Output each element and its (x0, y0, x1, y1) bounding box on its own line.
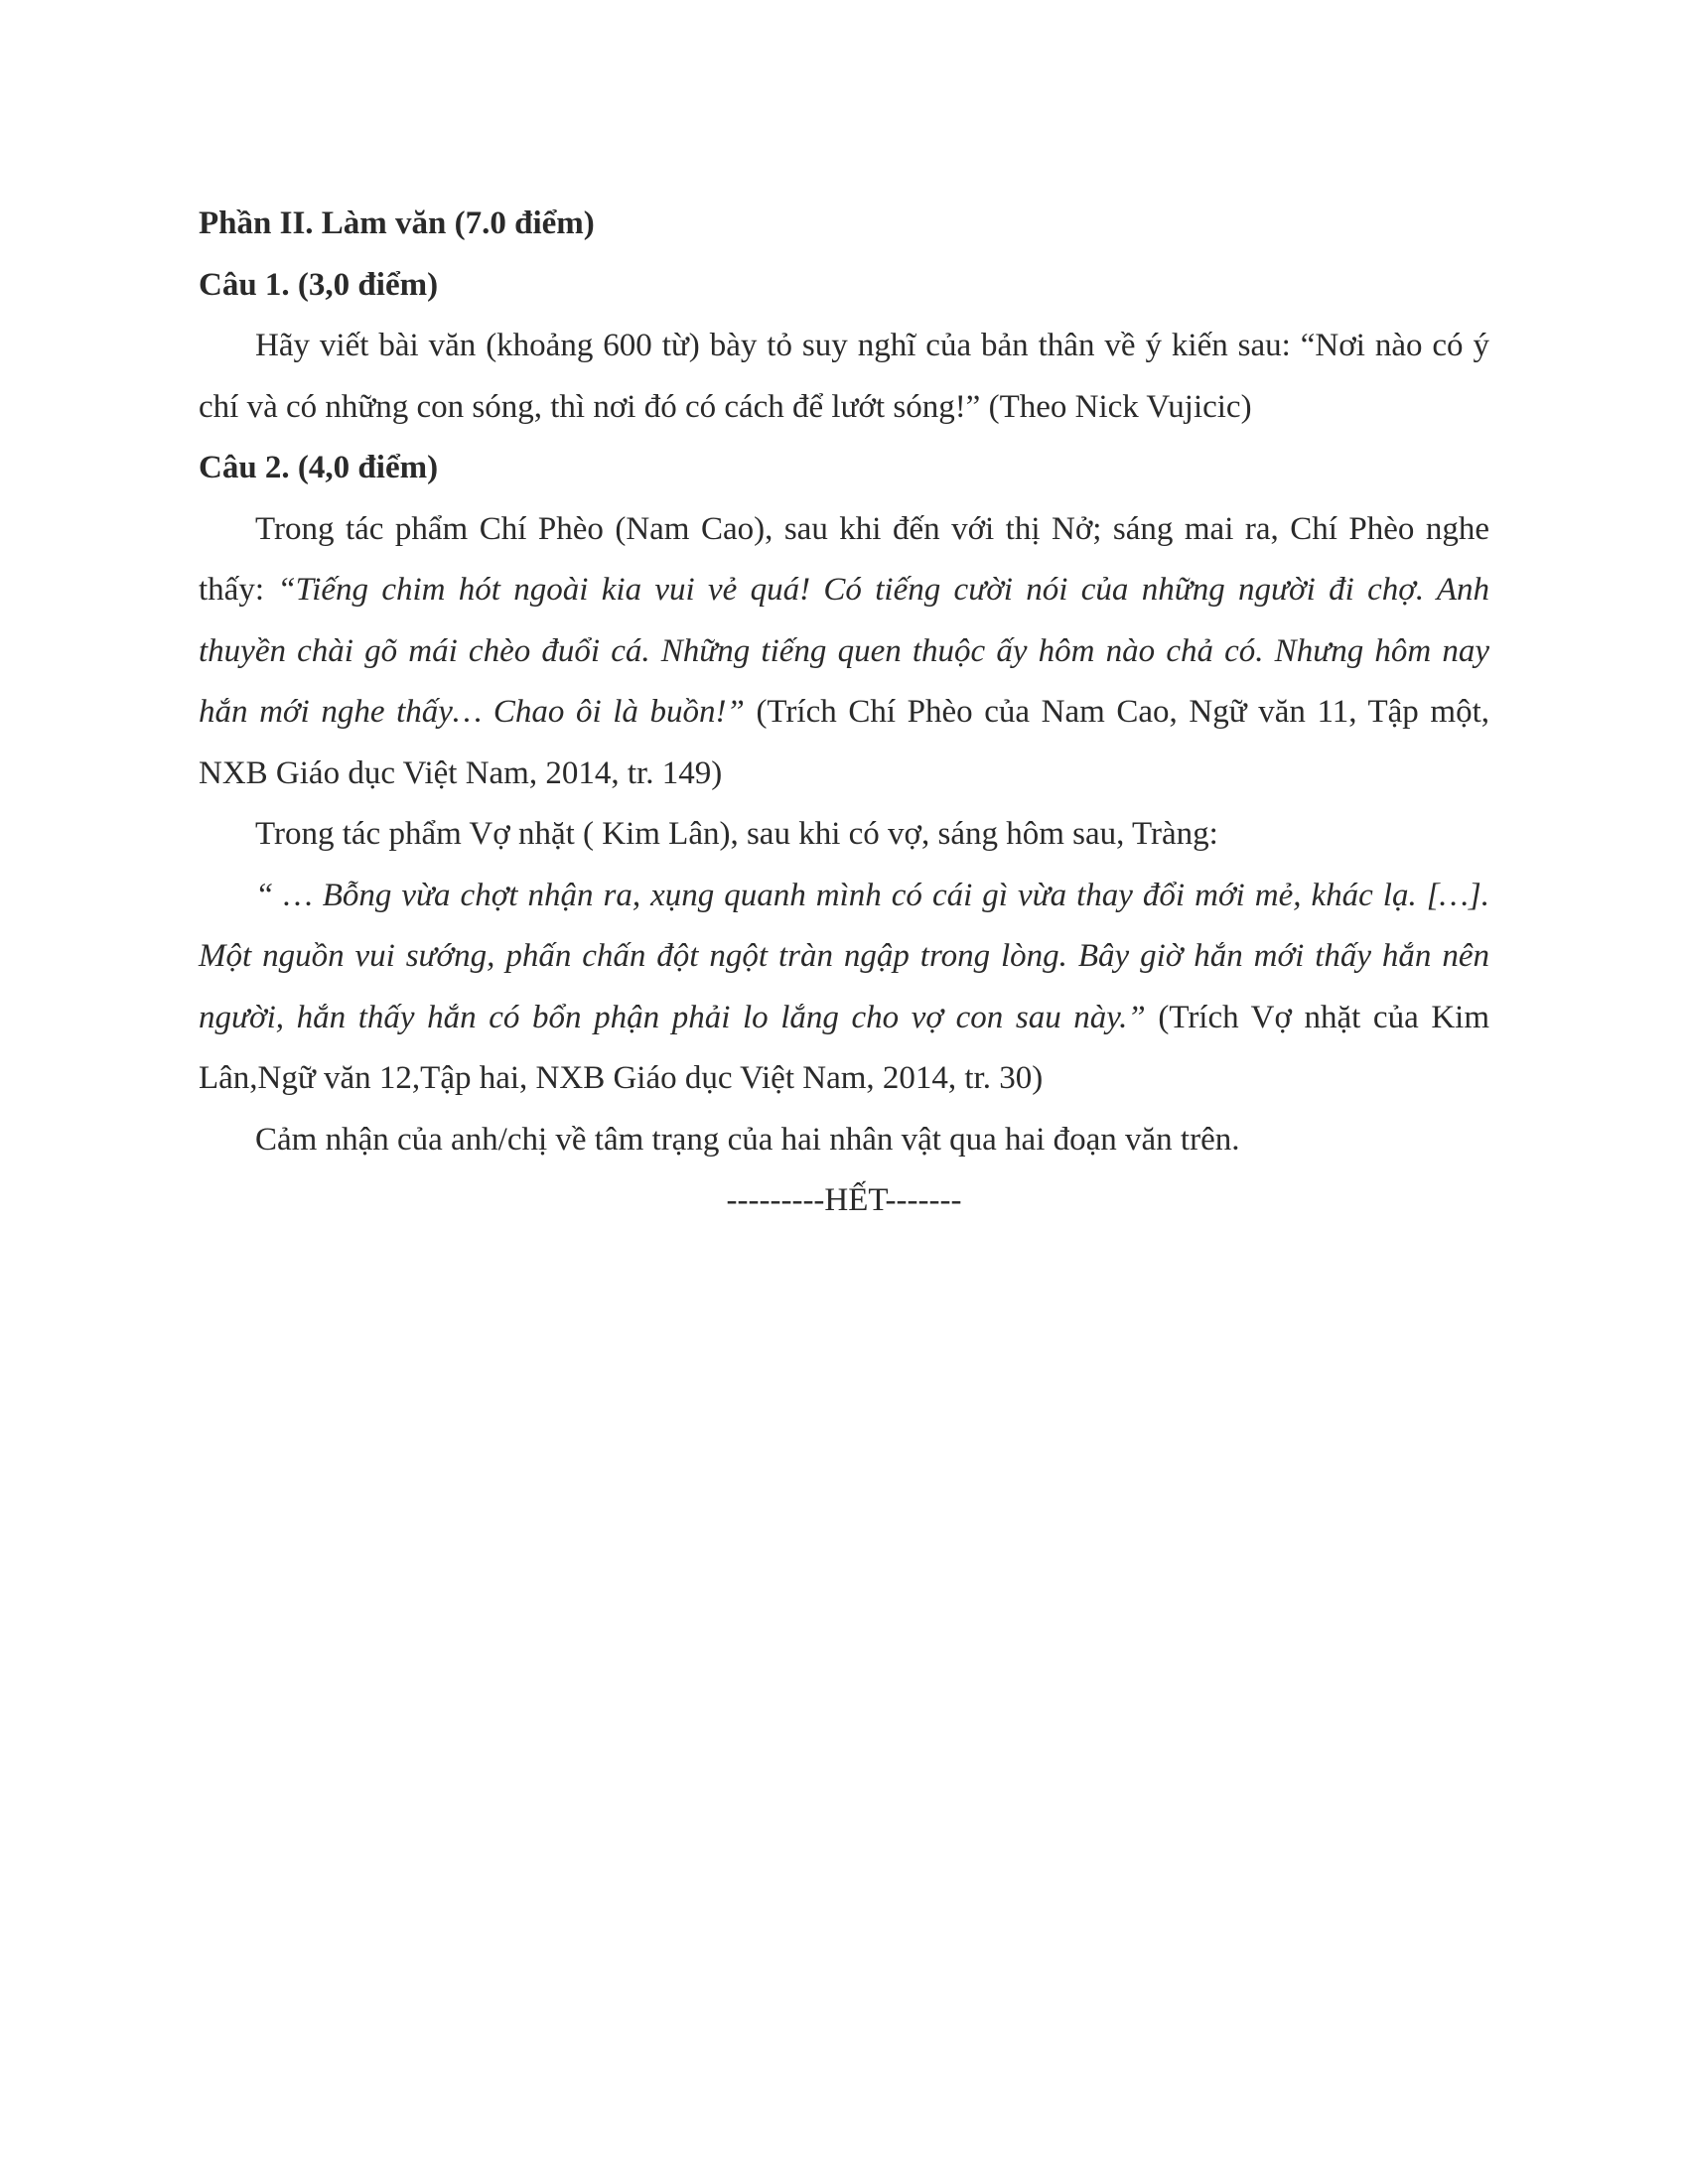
chi-pheo-intro: Trong tác phẩm Chí Phèo (Nam Cao), sau khi đến với thị Nở; sáng mai ra, Chí Phèo nghe thấy: (199, 510, 1489, 608)
question-1-heading: Câu 1. (3,0 điểm) (199, 266, 439, 303)
vo-nhat-quote: “ … Bỗng vừa chợt nhận ra, xụng quanh mình có cái gì vừa thay đổi mới mẻ, khác lạ. […]. Một nguồn vui sướng, phấn chấn đột ngột tràn ngập trong lòng. Bây giờ hắn mới thấy hắn nên người, hắn thấy hắn có bổn phận phải lo lắng cho vợ con sau này.” (199, 877, 1489, 1035)
question-2-heading: Câu 2. (4,0 điểm) (199, 450, 439, 485)
exam-page (199, 194, 1489, 1232)
question-1-text: Hãy viết bài văn (khoảng 600 từ) bày tỏ suy nghĩ của bản thân về ý kiến sau: “Nơi nào có ý chí và có những con sóng, thì nơi đó có cách để lướt sóng!” (Theo Nick Vujicic) (199, 328, 1489, 425)
vo-nhat-source: (Trích Vợ nhặt của Kim Lân,Ngữ văn 12,Tập hai, NXB Giáo dục Việt Nam, 2014, tr. 30) (199, 999, 1489, 1096)
question-2-paragraph-1 (199, 499, 1489, 805)
end-marker: ---------HẾT------- (726, 1182, 962, 1218)
question-2-prompt: Cảm nhận của anh/chị về tâm trạng của hai nhân vật qua hai đoạn văn trên. (255, 1121, 1240, 1158)
chi-pheo-source: (Trích Chí Phèo của Nam Cao, Ngữ văn 11, Tập một, NXB Giáo dục Việt Nam, 2014, tr. 149) (199, 694, 1489, 791)
section-title: Phần II. Làm văn (7.0 điểm) (199, 205, 595, 241)
question-2-paragraph-2: Trong tác phẩm Vợ nhặt ( Kim Lân), sau khi có vợ, sáng hôm sau, Tràng: (255, 816, 1218, 852)
question-2-paragraph-3 (199, 866, 1489, 1110)
chi-pheo-quote: “Tiếng chim hót ngoài kia vui vẻ quá! Có tiếng cười nói của những người đi chợ. Anh thuyền chài gõ mái chèo đuổi cá. Những tiếng quen thuộc ấy hôm nào chả có. Nhưng hôm nay hắn mới nghe thấy… Chao ôi là buồn!” (199, 572, 1490, 730)
